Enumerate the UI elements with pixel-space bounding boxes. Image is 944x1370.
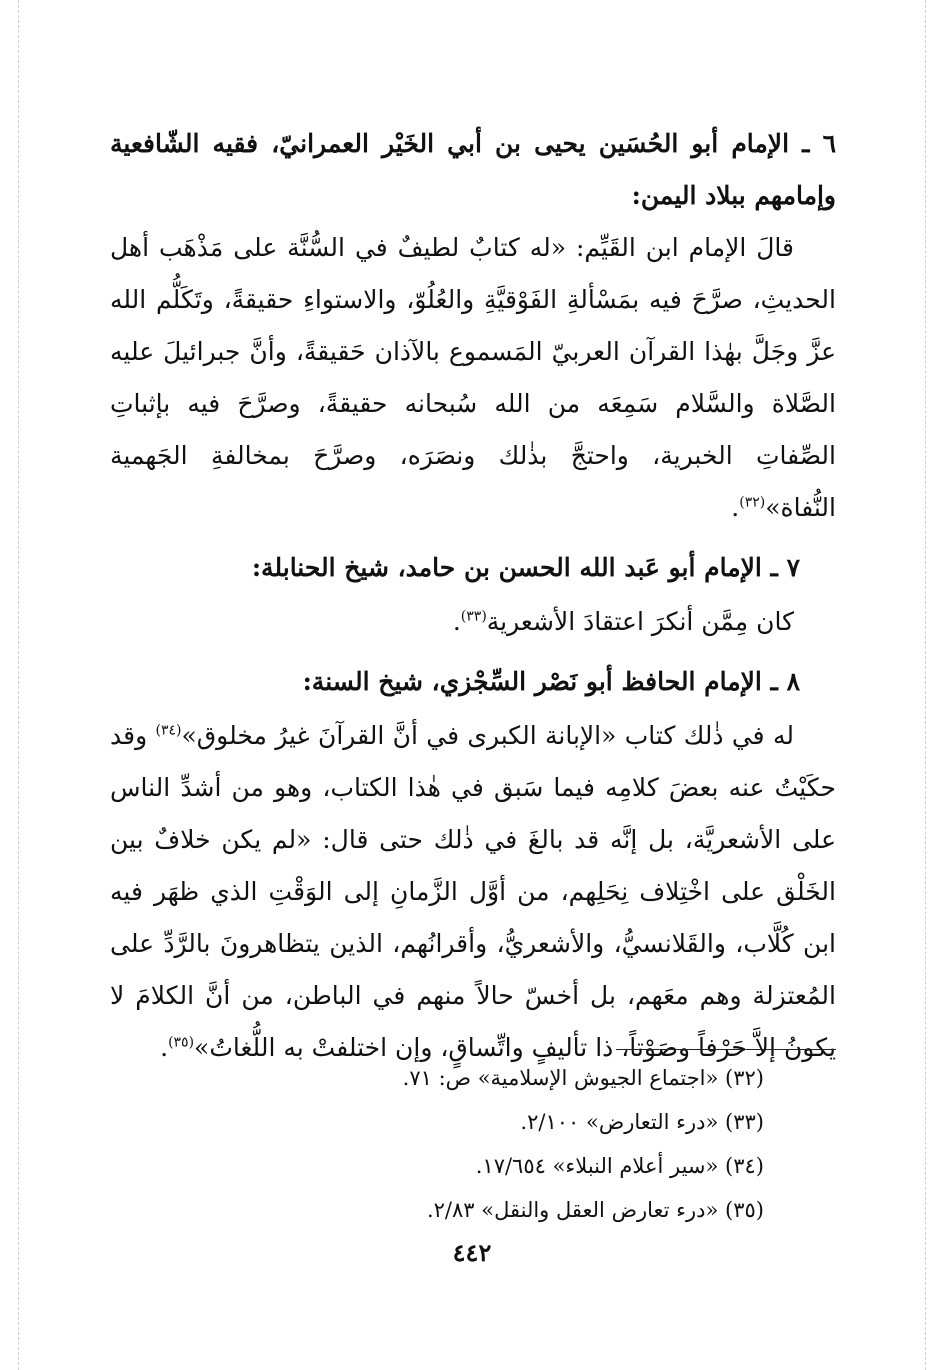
footnote-ref-32[interactable]: (٣٢) xyxy=(739,494,766,511)
footnote-32: (٣٢) «اجتماع الجيوش الإسلامية» ص: ٧١. xyxy=(402,1066,764,1090)
section-7-heading: ٧ ـ الإمام أبو عَبد الله الحسن بن حامد، شيخ الحنابلة: xyxy=(251,553,800,582)
page-right-dashed-border xyxy=(925,0,926,1370)
section-7-paragraph xyxy=(110,596,836,648)
page-body xyxy=(110,118,836,1074)
footnote-33: (٣٣) «درء التعارض» ٢/١٠٠. xyxy=(520,1110,764,1134)
footnote-34: (٣٤) «سير أعلام النبلاء» ١٧/٦٥٤. xyxy=(475,1154,764,1178)
section-7-text: كان مِمَّن أنكرَ اعتقادَ الأشعرية xyxy=(486,607,794,636)
page-number: ٤٤٢ xyxy=(452,1238,492,1267)
footnote-ref-33[interactable]: (٣٣) xyxy=(460,608,487,625)
section-8-paragraph xyxy=(110,710,836,1074)
footnote-separator xyxy=(616,1049,836,1050)
section-8-heading: ٨ ـ الإمام الحافظ أبو نَصْر السِّجْزي، شيخ السنة: xyxy=(302,667,800,696)
page-left-dashed-border xyxy=(18,0,19,1370)
section-6-tail: . xyxy=(731,493,740,522)
section-6-text: قالَ الإمام ابن القَيِّم: «له كتابٌ لطيفٌ في السُّنَّة على مَذْهَب أهل الحديثِ، صرَّحَ فيه بمَسْألةِ الفَوْقيَّةِ والعُلُوّ، والاستواءِ حقيقةً، وتَكَلُّم الله عزَّ وجَلَّ بهٰذا القرآن العربيّ المَسموع بالآذان حَقيقةً، وأنَّ جبرائيلَ عليه الصَّلاة والسَّلام سَمِعَه من الله سُبحانه حقيقةً، وصرَّحَ فيه بإثباتِ الصِّفاتِ الخبرية، واحتجَّ بذٰلك ونصَرَه، وصرَّحَ بمخالفةِ الجَهمية النُّفاة» xyxy=(110,233,836,522)
footnote-ref-34[interactable]: (٣٤) xyxy=(155,722,182,739)
section-6-paragraph xyxy=(110,222,836,534)
section-7-tail: . xyxy=(452,607,461,636)
section-8-middle: وقد حكَيْتُ عنه بعضَ كلامِه فيما سَبق في هٰذا الكتاب، وهو من أشدِّ الناس على الأشعريَّة، بل إنَّه قد بالغَ في ذٰلك حتى قال: «لم يكن خلافٌ بين الخَلْق على اخْتِلاف نِحَلِهم، من أوَّل الزَّمانِ إلى الوَقْتِ الذي ظهَر فيه ابن كُلَّاب، والقَلانسيُّ، والأشعريُّ، وأقرانُهم، الذين يتظاهرونَ بالرَّدِّ على المُعتزلة وهم معَهم، بل أخسّ حالاً منهم في الباطن، من أنَّ الكلامَ لا يكونُ إلاَّ حَرْفاً وصَوْتاً، ذا تأليفٍ واتِّساقٍ، وإن اختلفتْ به اللُّغاتُ» xyxy=(110,721,836,1062)
footnote-35: (٣٥) «درء تعارض العقل والنقل» ٢/٨٣. xyxy=(426,1198,764,1222)
section-8-tail: . xyxy=(160,1033,169,1062)
section-8-text: له في ذٰلك كتاب «الإبانة الكبرى في أنَّ القرآنَ غيرُ مخلوق» xyxy=(181,721,794,750)
section-6-heading: ٦ ـ الإمام أبو الحُسَين يحيى بن أبي الخَيْر العمرانيّ، فقيه الشّافعية وإمامهم ببلاد اليمن: xyxy=(110,129,836,210)
footnotes xyxy=(164,1056,764,1232)
footnote-ref-35[interactable]: (٣٥) xyxy=(168,1034,195,1051)
